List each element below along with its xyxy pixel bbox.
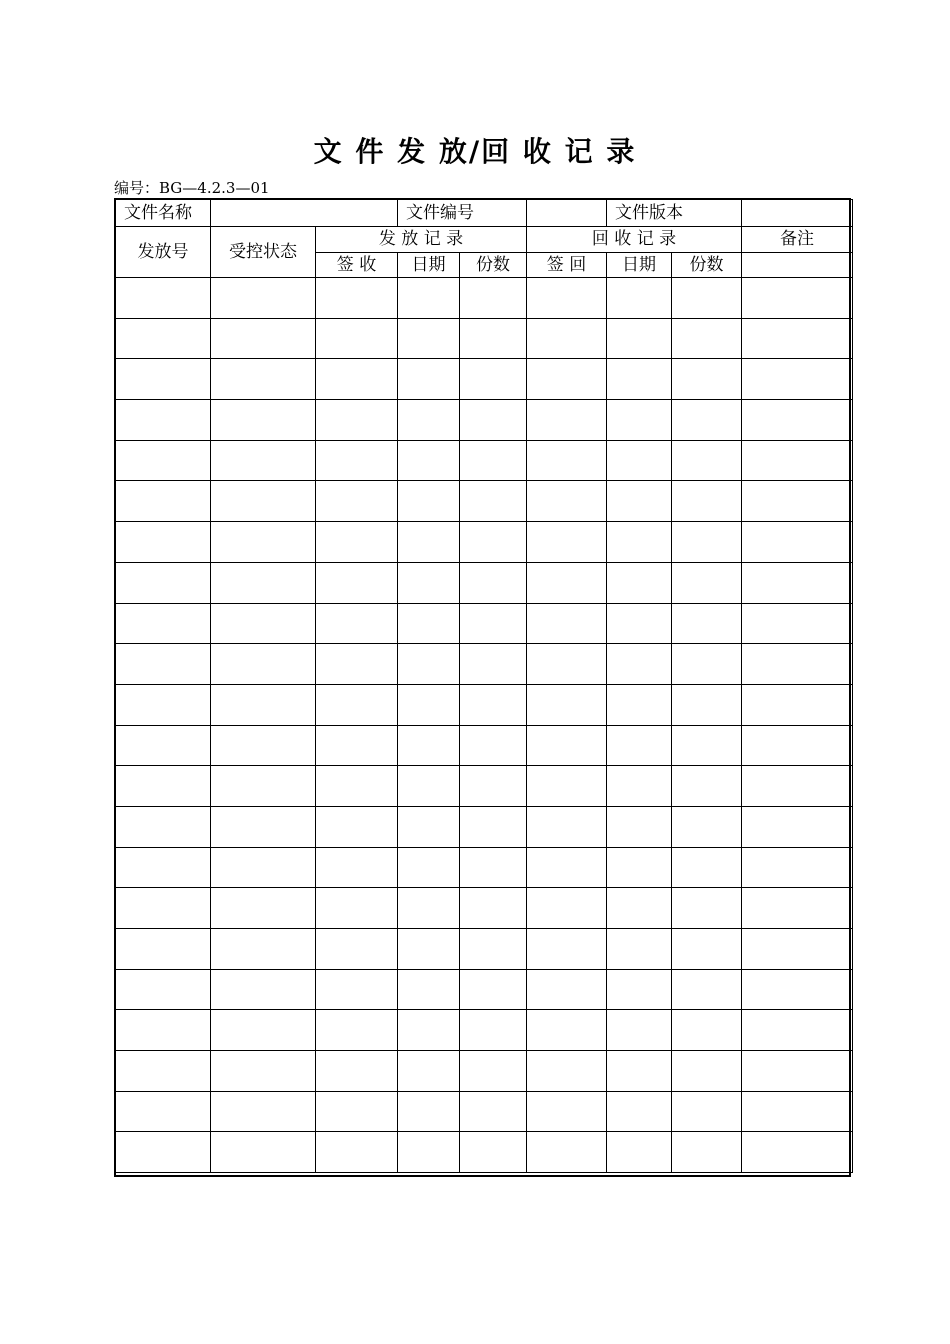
table-cell[interactable] bbox=[316, 1010, 398, 1051]
table-cell[interactable] bbox=[460, 400, 527, 441]
table-cell[interactable] bbox=[116, 318, 211, 359]
table-cell[interactable] bbox=[527, 1132, 607, 1173]
table-cell[interactable] bbox=[211, 603, 316, 644]
table-cell[interactable] bbox=[527, 359, 607, 400]
table-cell[interactable] bbox=[211, 278, 316, 319]
record-table-frame bbox=[114, 198, 851, 1177]
table-cell[interactable] bbox=[527, 725, 607, 766]
table-cell[interactable] bbox=[742, 929, 853, 970]
table-cell[interactable] bbox=[742, 684, 853, 725]
table-cell[interactable] bbox=[672, 318, 742, 359]
table-cell[interactable] bbox=[460, 725, 527, 766]
col-return-date: 日期 bbox=[607, 253, 672, 278]
table-cell[interactable] bbox=[527, 929, 607, 970]
table-cell[interactable] bbox=[316, 359, 398, 400]
table-cell[interactable] bbox=[527, 766, 607, 807]
col-group-return-record: 回 收 记 录 bbox=[527, 227, 742, 253]
table-row bbox=[116, 644, 853, 685]
col-issue-copies: 份数 bbox=[460, 253, 527, 278]
table-row bbox=[116, 1091, 853, 1132]
table-cell[interactable] bbox=[672, 1091, 742, 1132]
table-cell[interactable] bbox=[672, 1010, 742, 1051]
table-row bbox=[116, 481, 853, 522]
table-cell[interactable] bbox=[116, 766, 211, 807]
table-cell[interactable] bbox=[672, 725, 742, 766]
table-cell[interactable] bbox=[607, 481, 672, 522]
table-cell[interactable] bbox=[742, 888, 853, 929]
table-cell[interactable] bbox=[398, 1010, 460, 1051]
table-cell[interactable] bbox=[672, 969, 742, 1010]
table-cell[interactable] bbox=[116, 929, 211, 970]
table-cell[interactable] bbox=[398, 806, 460, 847]
table-cell[interactable] bbox=[460, 562, 527, 603]
table-cell[interactable] bbox=[316, 766, 398, 807]
table-cell[interactable] bbox=[398, 847, 460, 888]
col-return-copies: 份数 bbox=[672, 253, 742, 278]
table-cell[interactable] bbox=[116, 847, 211, 888]
table-row bbox=[116, 847, 853, 888]
table-cell[interactable] bbox=[742, 766, 853, 807]
table-row bbox=[116, 888, 853, 929]
table-row bbox=[116, 725, 853, 766]
table-cell[interactable] bbox=[211, 847, 316, 888]
table-cell[interactable] bbox=[672, 766, 742, 807]
table-cell[interactable] bbox=[316, 684, 398, 725]
table-cell[interactable] bbox=[211, 1010, 316, 1051]
table-row bbox=[116, 1051, 853, 1092]
table-cell[interactable] bbox=[316, 1091, 398, 1132]
table-cell[interactable] bbox=[742, 1010, 853, 1051]
table-cell[interactable] bbox=[211, 969, 316, 1010]
table-cell[interactable] bbox=[607, 359, 672, 400]
table-cell[interactable] bbox=[211, 644, 316, 685]
table-cell[interactable] bbox=[460, 888, 527, 929]
table-cell[interactable] bbox=[607, 644, 672, 685]
table-cell[interactable] bbox=[398, 522, 460, 563]
table-cell[interactable] bbox=[398, 1091, 460, 1132]
table-cell[interactable] bbox=[316, 278, 398, 319]
table-cell[interactable] bbox=[607, 1132, 672, 1173]
table-cell[interactable] bbox=[460, 847, 527, 888]
table-cell[interactable] bbox=[316, 318, 398, 359]
document-code: 编号：BG—4.2.3—01 bbox=[114, 179, 270, 197]
table-cell[interactable] bbox=[672, 481, 742, 522]
table-row bbox=[116, 929, 853, 970]
table-cell[interactable] bbox=[398, 644, 460, 685]
table-cell[interactable] bbox=[742, 847, 853, 888]
table-cell[interactable] bbox=[742, 969, 853, 1010]
table-cell[interactable] bbox=[742, 1132, 853, 1173]
table-cell[interactable] bbox=[607, 522, 672, 563]
table-cell[interactable] bbox=[116, 644, 211, 685]
table-cell[interactable] bbox=[316, 644, 398, 685]
table-cell[interactable] bbox=[607, 1010, 672, 1051]
col-issue-date: 日期 bbox=[398, 253, 460, 278]
table-cell[interactable] bbox=[211, 1091, 316, 1132]
page-title: 文 件 发 放/回 收 记 录 bbox=[313, 135, 637, 168]
table-cell[interactable] bbox=[398, 888, 460, 929]
table-cell[interactable] bbox=[742, 644, 853, 685]
table-cell[interactable] bbox=[742, 359, 853, 400]
table-cell[interactable] bbox=[116, 888, 211, 929]
table-cell[interactable] bbox=[211, 725, 316, 766]
table-cell[interactable] bbox=[398, 969, 460, 1010]
table-cell[interactable] bbox=[527, 522, 607, 563]
file-number-label: 文件编号 bbox=[398, 200, 527, 227]
table-cell[interactable] bbox=[116, 522, 211, 563]
table-cell[interactable] bbox=[607, 684, 672, 725]
table-cell[interactable] bbox=[742, 400, 853, 441]
file-version-label: 文件版本 bbox=[607, 200, 742, 227]
table-cell[interactable] bbox=[316, 969, 398, 1010]
table-row bbox=[116, 440, 853, 481]
table-cell[interactable] bbox=[742, 522, 853, 563]
table-cell[interactable] bbox=[607, 440, 672, 481]
table-cell[interactable] bbox=[116, 969, 211, 1010]
table-cell[interactable] bbox=[316, 440, 398, 481]
table-cell[interactable] bbox=[460, 1091, 527, 1132]
table-row bbox=[116, 603, 853, 644]
table-cell[interactable] bbox=[527, 969, 607, 1010]
table-row bbox=[116, 400, 853, 441]
table-row bbox=[116, 522, 853, 563]
table-cell[interactable] bbox=[460, 684, 527, 725]
table-cell[interactable] bbox=[211, 684, 316, 725]
table-cell[interactable] bbox=[460, 603, 527, 644]
table-cell[interactable] bbox=[116, 440, 211, 481]
table-cell[interactable] bbox=[527, 481, 607, 522]
table-cell[interactable] bbox=[398, 766, 460, 807]
table-cell[interactable] bbox=[211, 481, 316, 522]
table-cell[interactable] bbox=[460, 1132, 527, 1173]
col-remarks: 备注 bbox=[742, 227, 853, 253]
table-cell[interactable] bbox=[742, 806, 853, 847]
table-cell[interactable] bbox=[116, 806, 211, 847]
table-cell[interactable] bbox=[672, 278, 742, 319]
table-cell[interactable] bbox=[460, 440, 527, 481]
table-cell[interactable] bbox=[742, 1091, 853, 1132]
file-number-field[interactable] bbox=[527, 200, 607, 227]
table-cell[interactable] bbox=[460, 359, 527, 400]
table-cell[interactable] bbox=[527, 440, 607, 481]
table-cell[interactable] bbox=[742, 1051, 853, 1092]
table-cell[interactable] bbox=[116, 1010, 211, 1051]
table-cell[interactable] bbox=[398, 481, 460, 522]
table-cell[interactable] bbox=[672, 400, 742, 441]
table-cell[interactable] bbox=[527, 318, 607, 359]
table-cell[interactable] bbox=[398, 562, 460, 603]
table-cell[interactable] bbox=[211, 440, 316, 481]
table-cell[interactable] bbox=[742, 440, 853, 481]
table-cell[interactable] bbox=[116, 278, 211, 319]
table-cell[interactable] bbox=[116, 359, 211, 400]
table-cell[interactable] bbox=[116, 1051, 211, 1092]
table-cell[interactable] bbox=[460, 481, 527, 522]
table-cell[interactable] bbox=[316, 481, 398, 522]
table-cell[interactable] bbox=[316, 1051, 398, 1092]
table-cell[interactable] bbox=[742, 562, 853, 603]
table-cell[interactable] bbox=[398, 725, 460, 766]
table-cell[interactable] bbox=[316, 1132, 398, 1173]
table-cell[interactable] bbox=[116, 684, 211, 725]
table-cell[interactable] bbox=[211, 562, 316, 603]
file-name-field[interactable] bbox=[211, 200, 398, 227]
table-cell[interactable] bbox=[742, 278, 853, 319]
col-return-sign: 签 回 bbox=[527, 253, 607, 278]
col-issue-number: 发放号 bbox=[116, 227, 211, 278]
table-row bbox=[116, 359, 853, 400]
table-cell[interactable] bbox=[672, 359, 742, 400]
col-issue-sign: 签 收 bbox=[316, 253, 398, 278]
table-cell[interactable] bbox=[316, 522, 398, 563]
table-cell[interactable] bbox=[398, 440, 460, 481]
table-cell[interactable] bbox=[527, 562, 607, 603]
col-group-issue-record: 发 放 记 录 bbox=[316, 227, 527, 253]
table-cell[interactable] bbox=[607, 847, 672, 888]
table-cell[interactable] bbox=[211, 522, 316, 563]
table-cell[interactable] bbox=[316, 400, 398, 441]
table-cell[interactable] bbox=[527, 603, 607, 644]
table-cell[interactable] bbox=[316, 847, 398, 888]
col-remarks-blank bbox=[742, 253, 853, 278]
table-cell[interactable] bbox=[116, 562, 211, 603]
table-cell[interactable] bbox=[316, 562, 398, 603]
table-cell[interactable] bbox=[742, 725, 853, 766]
table-cell[interactable] bbox=[460, 766, 527, 807]
table-cell[interactable] bbox=[398, 603, 460, 644]
table-cell[interactable] bbox=[460, 1051, 527, 1092]
table-cell[interactable] bbox=[672, 603, 742, 644]
table-cell[interactable] bbox=[211, 1132, 316, 1173]
table-row bbox=[116, 278, 853, 319]
table-cell[interactable] bbox=[742, 603, 853, 644]
table-cell[interactable] bbox=[211, 929, 316, 970]
table-row bbox=[116, 318, 853, 359]
table-cell[interactable] bbox=[460, 929, 527, 970]
table-row bbox=[116, 1010, 853, 1051]
table-cell[interactable] bbox=[672, 562, 742, 603]
table-cell[interactable] bbox=[116, 481, 211, 522]
table-cell[interactable] bbox=[398, 1051, 460, 1092]
table-row bbox=[116, 806, 853, 847]
table-cell[interactable] bbox=[116, 725, 211, 766]
table-cell[interactable] bbox=[211, 318, 316, 359]
table-cell[interactable] bbox=[672, 1051, 742, 1092]
table-cell[interactable] bbox=[116, 1091, 211, 1132]
table-cell[interactable] bbox=[211, 359, 316, 400]
table-cell[interactable] bbox=[607, 969, 672, 1010]
table-cell[interactable] bbox=[607, 1091, 672, 1132]
table-cell[interactable] bbox=[607, 888, 672, 929]
table-row bbox=[116, 684, 853, 725]
table-cell[interactable] bbox=[607, 562, 672, 603]
table-cell[interactable] bbox=[672, 440, 742, 481]
table-cell[interactable] bbox=[607, 318, 672, 359]
table-cell[interactable] bbox=[672, 1132, 742, 1173]
table-cell[interactable] bbox=[607, 806, 672, 847]
table-cell[interactable] bbox=[398, 318, 460, 359]
table-cell[interactable] bbox=[527, 1051, 607, 1092]
table-cell[interactable] bbox=[116, 1132, 211, 1173]
table-cell[interactable] bbox=[316, 603, 398, 644]
table-cell[interactable] bbox=[672, 847, 742, 888]
table-row bbox=[116, 766, 853, 807]
col-control-status: 受控状态 bbox=[211, 227, 316, 278]
table-cell[interactable] bbox=[460, 318, 527, 359]
table-cell[interactable] bbox=[316, 929, 398, 970]
table-cell[interactable] bbox=[211, 1051, 316, 1092]
table-cell[interactable] bbox=[211, 400, 316, 441]
table-cell[interactable] bbox=[742, 318, 853, 359]
table-cell[interactable] bbox=[527, 1091, 607, 1132]
table-cell[interactable] bbox=[211, 888, 316, 929]
table-cell[interactable] bbox=[607, 929, 672, 970]
table-cell[interactable] bbox=[527, 847, 607, 888]
table-cell[interactable] bbox=[398, 400, 460, 441]
table-cell[interactable] bbox=[116, 400, 211, 441]
info-row bbox=[116, 200, 853, 227]
table-cell[interactable] bbox=[672, 644, 742, 685]
table-row bbox=[116, 969, 853, 1010]
table-cell[interactable] bbox=[398, 684, 460, 725]
table-cell[interactable] bbox=[527, 684, 607, 725]
table-cell[interactable] bbox=[460, 644, 527, 685]
table-cell[interactable] bbox=[460, 1010, 527, 1051]
table-cell[interactable] bbox=[316, 725, 398, 766]
table-cell[interactable] bbox=[672, 806, 742, 847]
table-cell[interactable] bbox=[672, 522, 742, 563]
table-cell[interactable] bbox=[460, 522, 527, 563]
table-cell[interactable] bbox=[316, 806, 398, 847]
header-row-groups bbox=[116, 227, 853, 253]
table-cell[interactable] bbox=[460, 806, 527, 847]
table-cell[interactable] bbox=[398, 1132, 460, 1173]
table-cell[interactable] bbox=[211, 806, 316, 847]
file-name-label: 文件名称 bbox=[116, 200, 211, 227]
table-cell[interactable] bbox=[742, 481, 853, 522]
table-cell[interactable] bbox=[460, 278, 527, 319]
table-cell[interactable] bbox=[398, 278, 460, 319]
table-cell[interactable] bbox=[527, 278, 607, 319]
table-cell[interactable] bbox=[398, 929, 460, 970]
record-table bbox=[115, 199, 853, 1173]
table-cell[interactable] bbox=[527, 644, 607, 685]
table-cell[interactable] bbox=[607, 1051, 672, 1092]
table-cell[interactable] bbox=[211, 766, 316, 807]
table-cell[interactable] bbox=[398, 359, 460, 400]
table-cell[interactable] bbox=[607, 603, 672, 644]
table-cell[interactable] bbox=[672, 929, 742, 970]
table-cell[interactable] bbox=[607, 400, 672, 441]
table-cell[interactable] bbox=[672, 888, 742, 929]
table-cell[interactable] bbox=[607, 725, 672, 766]
table-cell[interactable] bbox=[527, 1010, 607, 1051]
table-cell[interactable] bbox=[527, 888, 607, 929]
table-cell[interactable] bbox=[607, 766, 672, 807]
table-cell[interactable] bbox=[527, 806, 607, 847]
table-row bbox=[116, 1132, 853, 1173]
table-cell[interactable] bbox=[672, 684, 742, 725]
table-cell[interactable] bbox=[460, 969, 527, 1010]
table-cell[interactable] bbox=[116, 603, 211, 644]
file-version-field[interactable] bbox=[742, 200, 853, 227]
table-cell[interactable] bbox=[527, 400, 607, 441]
table-cell[interactable] bbox=[316, 888, 398, 929]
table-row bbox=[116, 562, 853, 603]
table-cell[interactable] bbox=[607, 278, 672, 319]
